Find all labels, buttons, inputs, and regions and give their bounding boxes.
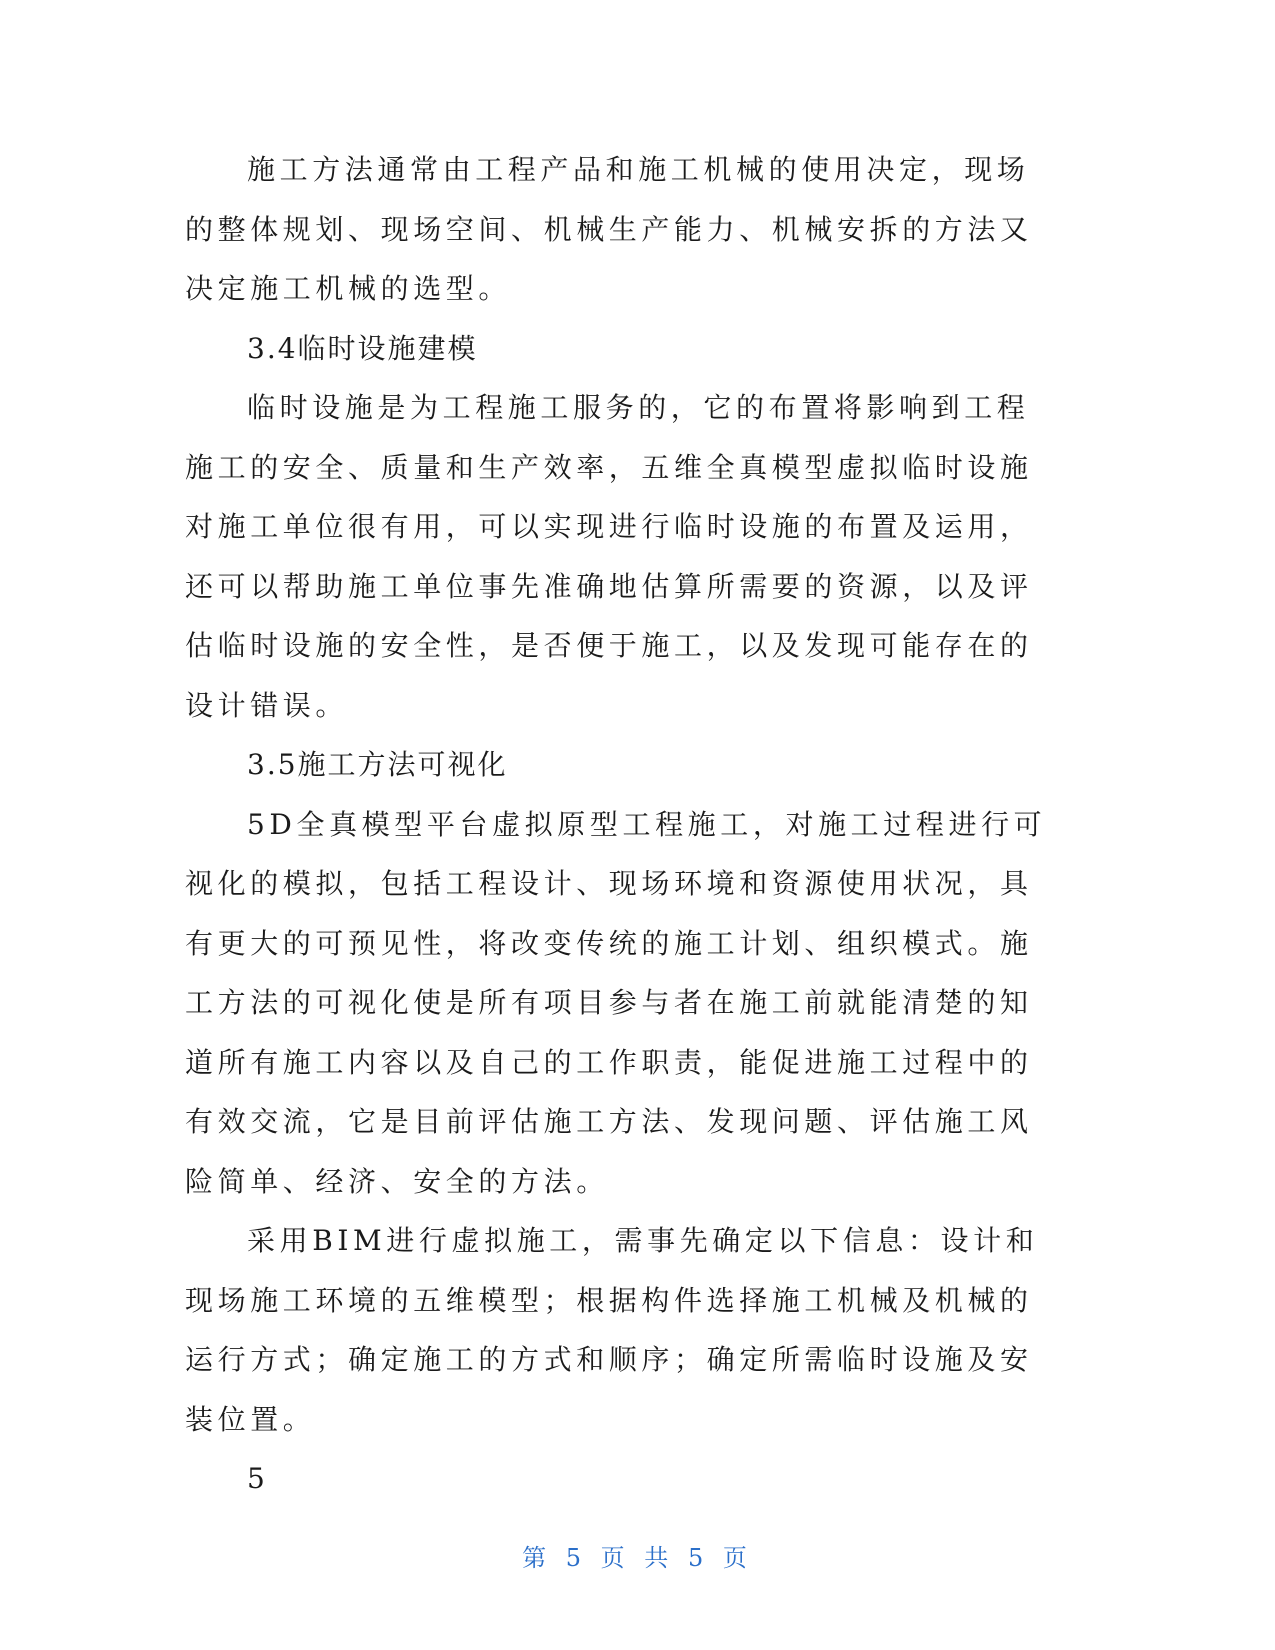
paragraph-visualization: 5D全真模型平台虚拟原型工程施工，对施工过程进行可视化的模拟，包括工程设计、现场环境和资源使用状况，具有更大的可预见性，将改变传统的施工计划、组织模式。施工方法的可视化使是所有项目参与者在施工前就能清楚的知道所有施工内容以及自己的工作职责，能促进施工过程中的有效交流，它是目前评估施工方法、发现问题、评估施工风险简单、经济、安全的方法。 xyxy=(185,807,1047,1198)
paragraph-temporary-facilities: 临时设施是为工程施工服务的，它的布置将影响到工程施工的安全、质量和生产效率，五维全真模型虚拟临时设施对施工单位很有用，可以实现进行临时设施的布置及运用，还可以帮助施工单位事先准确地估算所需要的资源，以及评估临时设施的安全性，是否便于施工，以及发现可能存在的设计错误。 xyxy=(185,391,1033,722)
page-footer: 第 5 页 共 5 页 xyxy=(522,1544,753,1572)
paragraph-construction-method: 施工方法通常由工程产品和施工机械的使用决定，现场的整体规划、现场空间、机械生产能力、机械安拆的方法又决定施工机械的选型。 xyxy=(185,153,1033,305)
document-body xyxy=(185,140,1055,1509)
paragraph-bim-virtual-construction: 采用BIM进行虚拟施工，需事先确定以下信息：设计和现场施工环境的五维模型；根据构件选择施工机械及机械的运行方式；确定施工的方式和顺序；确定所需临时设施及安装位置。 xyxy=(185,1224,1039,1436)
section-heading-3-5: 3.5施工方法可视化 xyxy=(247,748,508,781)
section-number: 5 xyxy=(247,1462,267,1495)
section-heading-3-4: 3.4临时设施建模 xyxy=(247,331,478,365)
